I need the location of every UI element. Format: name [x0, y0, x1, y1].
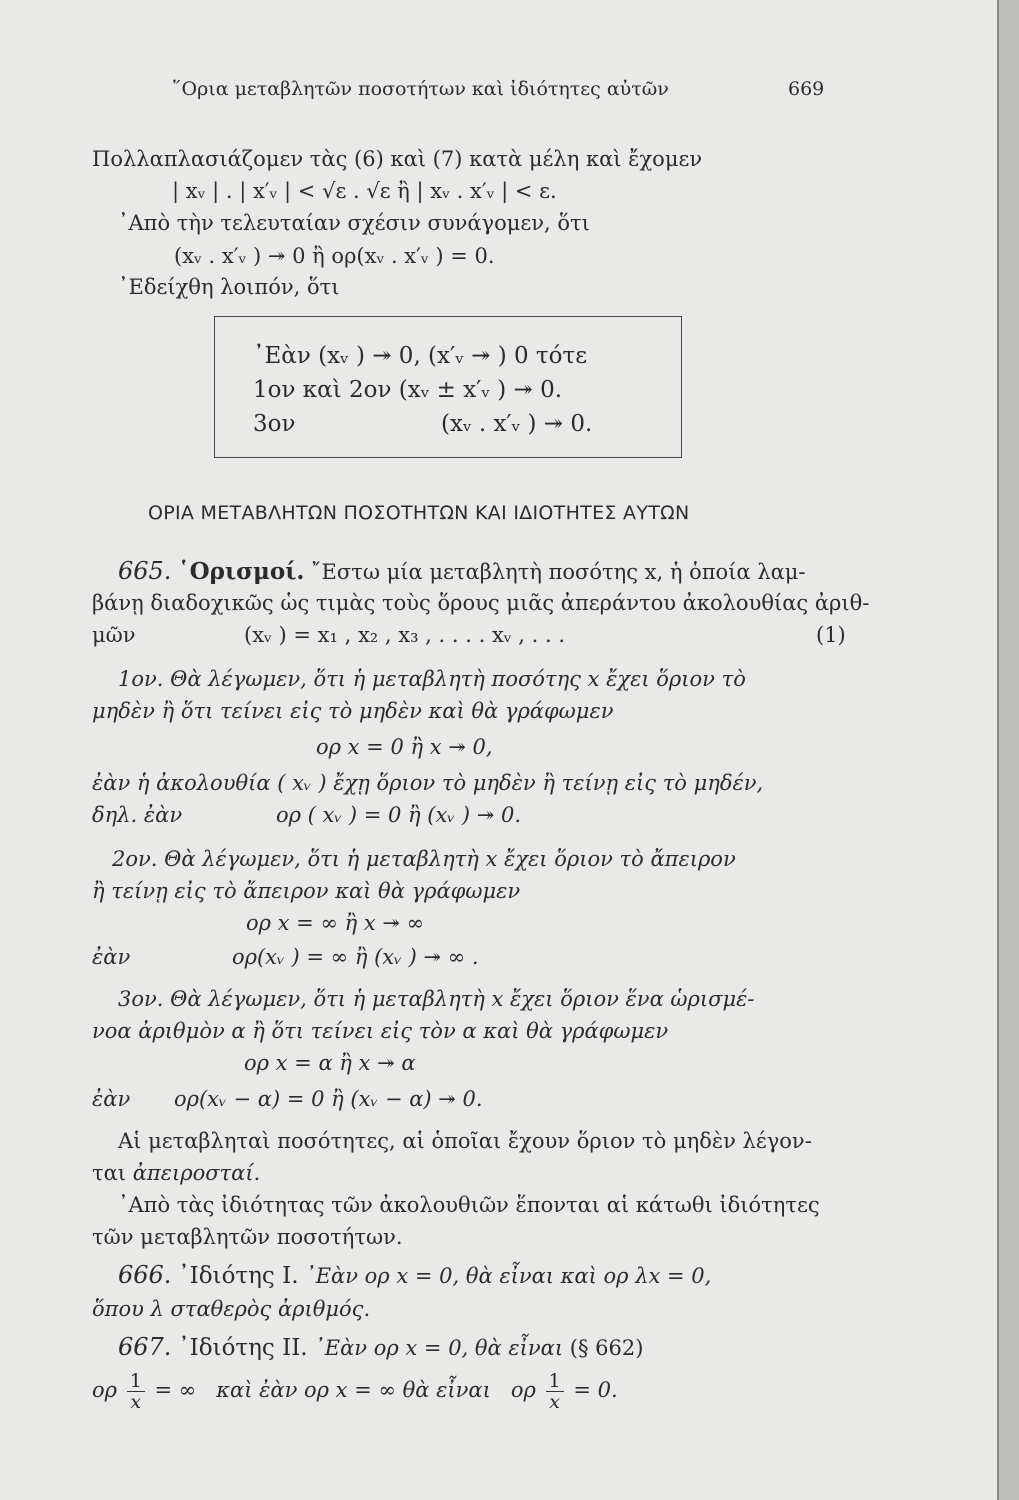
formula-text: = 0. — [573, 1378, 618, 1402]
limit-operator: ορ — [92, 1378, 117, 1402]
fraction — [127, 1371, 145, 1412]
definition-3: 3ον. Θὰ λέγωμεν, ὅτι ἡ μεταβλητὴ x ἔχει ὅριον ἕνα ὡρισμέ- — [118, 987, 755, 1011]
sequence-formula: (xᵥ ) = x₁ , x₂ , x₃ , . . . . xᵥ , . . . — [244, 623, 566, 647]
formula-line: (xᵥ . x′ᵥ ) ↠ 0 ἢ ορ(xᵥ . x′ᵥ ) = 0. — [174, 244, 495, 268]
text-line — [92, 1160, 260, 1186]
formula-text: = ∞ — [154, 1378, 197, 1402]
numerator: 1 — [546, 1371, 564, 1392]
section-title: ΟΡΙΑ ΜΕΤΑΒΛΗΤΩΝ ΠΟΣΟΤΗΤΩΝ ΚΑΙ ΙΔΙΟΤΗΤΕΣ ΑΥΤΩΝ — [148, 502, 690, 524]
para-heading: ᾿Ιδιότης II. — [178, 1335, 308, 1361]
para-665-line-1 — [118, 558, 806, 585]
para-heading: ῾Ορισμοί. — [178, 558, 305, 585]
text-line: ἐὰν — [92, 945, 131, 969]
box-row-2: 1ον καὶ 2ον (xᵥ ± x′ᵥ ) ↠ 0. — [253, 377, 563, 403]
formula-line: | xᵥ | . | x′ᵥ | < √ε . √ε ἢ | xᵥ . x′ᵥ | < ε. — [172, 179, 557, 203]
para-667-line-1 — [118, 1334, 643, 1361]
formula-line: ορ x = 0 ἢ x ↠ 0, — [316, 735, 493, 759]
formula-line: ορ ( xᵥ ) = 0 ἢ (xᵥ ) ↠ 0. — [276, 803, 522, 827]
definition-1: 1ον. Θὰ λέγωμεν, ὅτι ἡ μεταβλητὴ ποσότης x ἔχει ὅριον τὸ — [118, 667, 746, 691]
text-line: ᾿Απὸ τὰς ἰδιότητας τῶν ἀκολουθιῶν ἕπονται αἱ κάτωθι ἰδιότητες — [118, 1193, 820, 1217]
numerator: 1 — [127, 1371, 145, 1392]
limit-operator: ορ — [510, 1378, 536, 1402]
formula-text: καὶ ἐὰν ορ x = ∞ θὰ εἶναι — [216, 1378, 491, 1402]
para-number: 666. — [118, 1261, 172, 1289]
text-line: μῶν — [92, 623, 136, 647]
box-row-1: ᾿Εὰν (xᵥ ) ↠ 0, (x′ᵥ ↠ ) 0 τότε — [253, 343, 588, 369]
para-heading: ᾿Ιδιότης I. — [178, 1263, 299, 1289]
fraction — [546, 1371, 564, 1412]
equation-number: (1) — [816, 623, 846, 647]
formula-line: ορ(xᵥ ) = ∞ ἢ (xᵥ ) ↠ ∞ . — [232, 945, 479, 969]
page-edge-line — [997, 0, 999, 1500]
para-666-line-1 — [118, 1262, 711, 1289]
text-line: ἐὰν — [92, 1087, 131, 1111]
text-line: ἐὰν ἡ ἀκολουθία ( xᵥ ) ἔχῃ ὅριον τὸ μηδὲν ἢ τείνῃ εἰς τὸ μηδέν, — [92, 771, 764, 795]
theorem-box — [214, 316, 682, 458]
text-line: δηλ. ἐὰν — [92, 803, 183, 827]
fraction-formula-line — [92, 1366, 618, 1414]
formula-line: ορ x = ∞ ἢ x ↠ ∞ — [246, 911, 425, 935]
text-line: βάνῃ διαδοχικῶς ὡς τιμὰς τοὺς ὅρους μιᾶς ἀπεράντου ἀκολουθίας ἀριθ- — [92, 591, 870, 615]
denominator: x — [549, 1391, 560, 1413]
definition-2: 2ον. Θὰ λέγωμεν, ὅτι ἡ μεταβλητὴ x ἔχει ὅριον τὸ ἄπειρον — [112, 847, 736, 871]
box-row-3-formula: (xᵥ . x′ᵥ ) ↠ 0. — [441, 411, 593, 437]
section-reference: (§ 662) — [569, 1336, 644, 1360]
text-line: μηδὲν ἢ ὅτι τείνει εἰς τὸ μηδὲν καὶ θὰ γράφωμεν — [92, 699, 614, 723]
text-line: Αἱ μεταβληταὶ ποσότητες, αἱ ὁποῖαι ἔχουν ὅριον τὸ μηδὲν λέγον- — [118, 1129, 812, 1153]
page-edge — [997, 0, 1019, 1500]
box-row-3-label: 3ον — [253, 411, 296, 437]
text-line: ᾿Απὸ τὴν τελευταίαν σχέσιν συνάγομεν, ὅτι — [118, 211, 590, 235]
running-title: ῞Ορια μεταβλητῶν ποσοτήτων καὶ ἰδιότητες αὐτῶν — [172, 78, 669, 100]
para-text: ῎Εστω μία μεταβλητὴ ποσότης x, ἡ ὁποία λαμ- — [311, 560, 806, 584]
formula-line: ορ(xᵥ − α) = 0 ἢ (xᵥ − α) ↠ 0. — [174, 1087, 483, 1111]
text-line: νοα ἀριθμὸν α ἢ ὅτι τείνει εἰς τὸν α καὶ θὰ γράφωμεν — [92, 1019, 669, 1043]
para-number: 665. — [118, 557, 172, 585]
formula-line: ορ x = α ἢ x ↠ α — [244, 1051, 416, 1075]
term: ἀπειροσταί. — [132, 1161, 261, 1185]
para-text: ᾿Εὰν ορ x = 0, θὰ εἶναι καὶ ορ λx = 0, — [305, 1264, 712, 1288]
para-number: 667. — [118, 1333, 172, 1361]
text-line: ἢ τείνῃ εἰς τὸ ἄπειρον καὶ θὰ γράφωμεν — [92, 879, 521, 903]
page-number: 669 — [788, 78, 825, 100]
para-text: ᾿Εὰν ορ x = 0, θὰ εἶναι — [314, 1336, 564, 1360]
text-line: ὅπου λ σταθερὸς ἀριθμός. — [92, 1297, 371, 1321]
text-run: ται — [92, 1161, 127, 1185]
text-line: τῶν μεταβλητῶν ποσοτήτων. — [92, 1225, 403, 1249]
denominator: x — [130, 1391, 142, 1413]
text-line: Πολλαπλασιάζομεν τὰς (6) καὶ (7) κατὰ μέλη καὶ ἔχομεν — [92, 147, 703, 171]
text-line: ᾿Εδείχθη λοιπόν, ὅτι — [118, 275, 340, 299]
